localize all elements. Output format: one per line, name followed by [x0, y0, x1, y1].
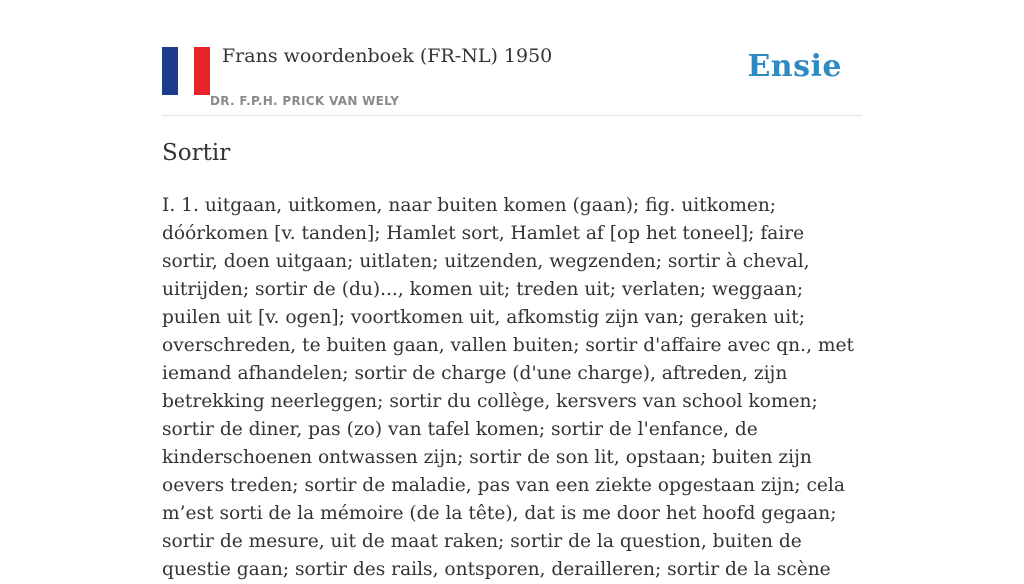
- flag-stripe-white: [178, 47, 194, 95]
- content-container: [162, 0, 862, 580]
- flag-stripe-red: [194, 47, 210, 95]
- france-flag-icon: [162, 47, 210, 95]
- dictionary-author: DR. F.P.H. PRICK VAN WELY: [210, 94, 400, 108]
- dictionary-title[interactable]: Frans woordenboek (FR-NL) 1950: [222, 45, 553, 67]
- entry-headword: Sortir: [162, 140, 231, 166]
- ensie-logo[interactable]: Ensie: [747, 49, 842, 84]
- entry-definition: I. 1. uitgaan, uitkomen, naar buiten komen (gaan); fig. uitkomen; dóórkomen [v. tanden]; Hamlet sort, Hamlet af [op het toneel]; faire sortir, doen uitgaan; uitlaten; uitzenden, wegzenden; sortir à cheval, uitrijden; sortir de (du)..., komen uit; treden uit; verlaten; weggaan; puilen uit [v. ogen]; voortkomen uit, afkomstig zijn van; geraken uit; overschreden, te buiten gaan, vallen buiten; sortir d'affaire avec qn., met iemand afhandelen; sortir de charge (d'une charge), aftreden, zijn betrekking neerleggen; sortir du collège, kersvers van school komen; sortir de diner, pas (zo) van tafel komen; sortir de l'enfance, de kinderschoenen ontwassen zijn; sortir de son lit, opstaan; buiten zijn oevers treden; sortir de maladie, pas van een ziekte opgestaan zijn; cela m’est sorti de la mémoire (de la tête), dat is me door het hoofd gegaan; sortir de mesure, uit de maat raken; sortir de la question, buiten de questie gaan; sortir des rails, ontsporen, derailleren; sortir de la scène: [162, 195, 854, 580]
- dictionary-header: [162, 0, 862, 116]
- flag-stripe-blue: [162, 47, 178, 95]
